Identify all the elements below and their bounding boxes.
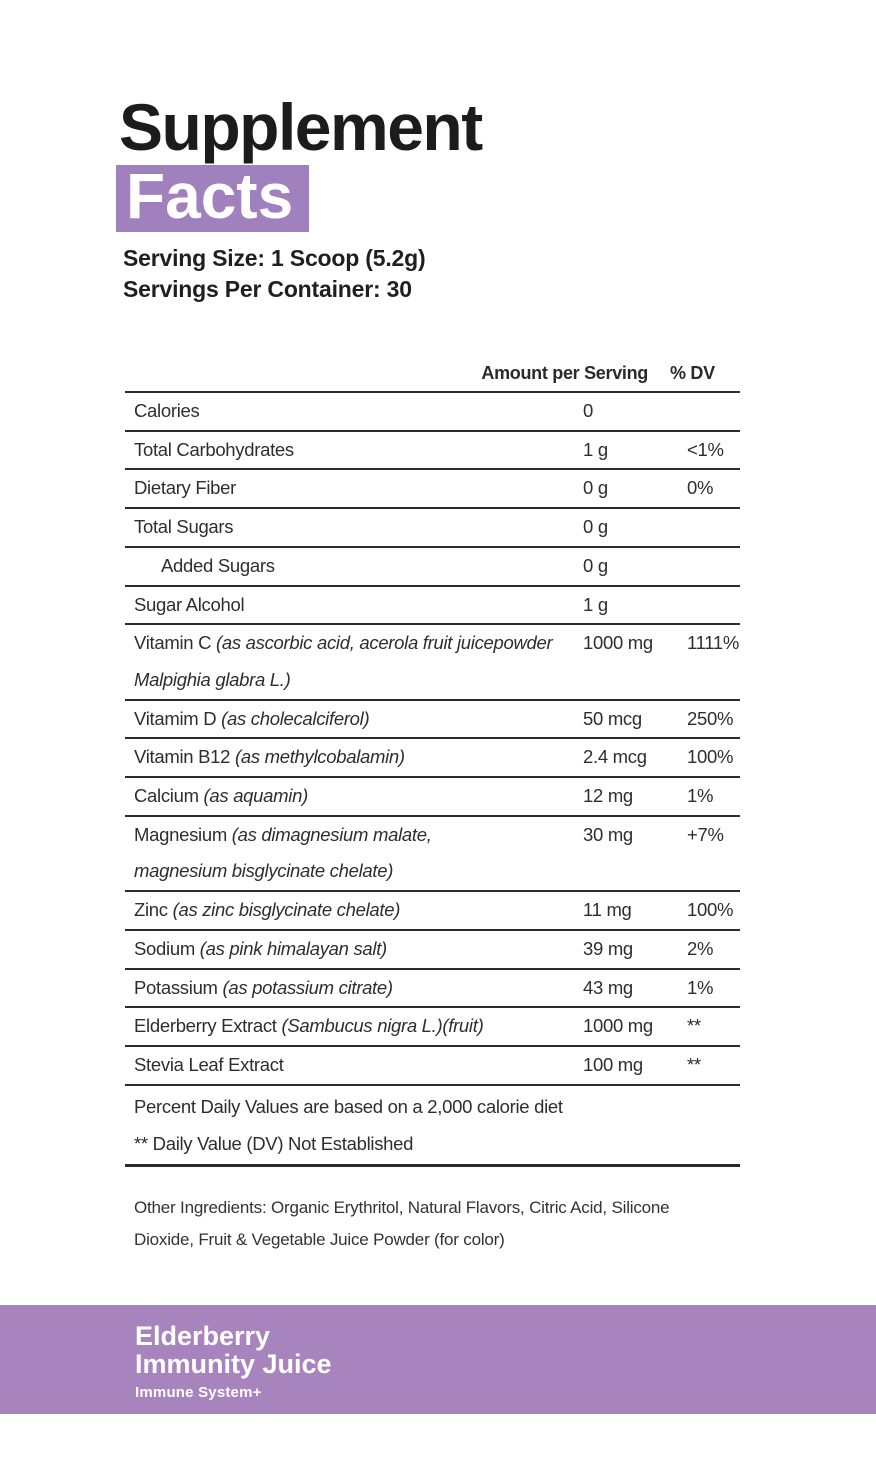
nutrient-row bbox=[125, 509, 740, 548]
nutrient-source-detail: (as pink himalayan salt) bbox=[194, 937, 387, 959]
amount-value: 11 mg bbox=[583, 899, 632, 921]
nutrient-row bbox=[125, 1047, 740, 1086]
other-ingredients bbox=[134, 1192, 669, 1256]
table-body bbox=[125, 393, 740, 1086]
nutrient-label-line1 bbox=[134, 587, 583, 624]
nutrient-label bbox=[125, 548, 583, 585]
nutrient-source-detail: (as dimagnesium malate, bbox=[226, 823, 432, 845]
dv-value bbox=[685, 587, 740, 624]
amount-value: 50 mcg bbox=[583, 707, 642, 729]
product-subtitle: Immune System+ bbox=[135, 1384, 262, 1401]
nutrient-name: Vitamin C bbox=[134, 632, 212, 654]
nutrient-name: Zinc bbox=[134, 899, 168, 921]
nutrient-row bbox=[125, 931, 740, 970]
nutrient-label-line1 bbox=[134, 393, 583, 430]
other-ingredients-line1: Other Ingredients: Organic Erythritol, Natural Flavors, Citric Acid, Silicone bbox=[134, 1198, 670, 1217]
nutrient-label-line1 bbox=[134, 1047, 583, 1084]
nutrient-label-line1 bbox=[134, 701, 583, 738]
amount-value: 0 bbox=[583, 400, 593, 421]
nutrient-row bbox=[125, 470, 740, 509]
nutrient-row bbox=[125, 739, 740, 778]
nutrient-label-line1 bbox=[134, 892, 583, 929]
nutrient-source-detail: (as potassium citrate) bbox=[217, 976, 393, 998]
nutrient-name: Sugar Alcohol bbox=[134, 593, 245, 615]
nutrient-label-line1 bbox=[134, 778, 583, 815]
nutrient-row bbox=[125, 587, 740, 626]
nutrient-label-line1 bbox=[134, 931, 583, 968]
amount-value: 39 mg bbox=[583, 937, 633, 959]
table-header-row bbox=[125, 356, 740, 393]
column-header-amount: Amount per Serving bbox=[481, 363, 648, 383]
nutrient-label bbox=[125, 701, 583, 738]
nutrient-label-line1 bbox=[134, 817, 583, 854]
nutrient-name: Potassium bbox=[134, 976, 218, 998]
nutrient-name: Sodium bbox=[134, 937, 195, 959]
dv-value: <1% bbox=[687, 438, 724, 460]
nutrient-row bbox=[125, 432, 740, 471]
dv-value bbox=[685, 509, 740, 546]
title-facts-highlight bbox=[116, 159, 309, 232]
amount-value: 1 g bbox=[583, 438, 608, 460]
nutrient-label-line1 bbox=[134, 509, 583, 546]
nutrient-source-detail: (as cholecalciferol) bbox=[216, 707, 370, 729]
amount-value: 100 mg bbox=[583, 1053, 643, 1075]
nutrient-label-line1 bbox=[134, 470, 583, 507]
nutrient-name: Calories bbox=[134, 400, 200, 421]
nutrient-row bbox=[125, 1008, 740, 1047]
nutrient-label bbox=[125, 1047, 583, 1084]
serving-info bbox=[123, 243, 425, 305]
nutrient-name: Total Sugars bbox=[134, 516, 234, 538]
page-title-supplement: Supplement bbox=[119, 90, 482, 164]
dv-value: +7% bbox=[687, 823, 724, 845]
dv-value bbox=[685, 548, 740, 585]
nutrient-label-line1 bbox=[134, 1008, 583, 1045]
nutrient-label bbox=[125, 931, 583, 968]
serving-size-text: Serving Size: 1 Scoop (5.2g) bbox=[123, 245, 426, 271]
nutrient-name: Calcium bbox=[134, 785, 199, 807]
servings-per-container-text: Servings Per Container: 30 bbox=[123, 276, 412, 302]
nutrient-label bbox=[125, 509, 583, 546]
nutrient-label-line1 bbox=[161, 548, 583, 585]
nutrient-label bbox=[125, 470, 583, 507]
nutrient-label bbox=[125, 393, 583, 430]
column-header-dv: % DV bbox=[670, 363, 715, 383]
dv-value: 250% bbox=[687, 707, 734, 729]
nutrient-label bbox=[125, 1008, 583, 1045]
nutrient-source-detail: (as aquamin) bbox=[198, 785, 308, 807]
amount-value: 1000 mg bbox=[583, 632, 653, 654]
nutrient-label bbox=[125, 817, 583, 890]
nutrient-label bbox=[125, 432, 583, 469]
nutrient-label-line1 bbox=[134, 970, 583, 1007]
product-banner bbox=[0, 1305, 876, 1414]
dv-value: 100% bbox=[687, 746, 734, 768]
nutrient-label-line1 bbox=[134, 739, 583, 776]
nutrient-source-detail: (Sambucus nigra L.)(fruit) bbox=[276, 1015, 484, 1037]
nutrient-name: Vitamim D bbox=[134, 707, 217, 729]
nutrient-name: Vitamin B12 bbox=[134, 746, 231, 768]
page-title-facts: Facts bbox=[126, 159, 294, 232]
dv-value: ** bbox=[687, 1053, 701, 1075]
nutrient-label bbox=[125, 587, 583, 624]
amount-value: 0 g bbox=[583, 516, 608, 538]
nutrient-label bbox=[125, 625, 583, 698]
nutrient-label bbox=[125, 892, 583, 929]
dv-value: 1% bbox=[687, 785, 714, 807]
nutrient-row bbox=[125, 701, 740, 740]
nutrient-name: Total Carbohydrates bbox=[134, 438, 294, 460]
nutrient-source-detail: (as ascorbic acid, acerola fruit juicepowder bbox=[211, 632, 553, 654]
dv-value: 100% bbox=[687, 899, 734, 921]
product-name-line1: Elderberry bbox=[135, 1321, 271, 1351]
nutrient-label-line1 bbox=[134, 432, 583, 469]
nutrient-label bbox=[125, 970, 583, 1007]
supplement-facts-table bbox=[125, 356, 740, 1167]
amount-value: 43 mg bbox=[583, 976, 633, 998]
footnote-not-established: ** Daily Value (DV) Not Established bbox=[134, 1132, 414, 1154]
footnote-dv-basis: Percent Daily Values are based on a 2,000 calorie diet bbox=[134, 1095, 563, 1117]
nutrient-row bbox=[125, 892, 740, 931]
amount-value: 1 g bbox=[583, 593, 608, 615]
amount-value: 2.4 mcg bbox=[583, 746, 647, 768]
nutrient-row bbox=[125, 778, 740, 817]
nutrient-row bbox=[125, 817, 740, 892]
nutrient-source-detail: (as zinc bisglycinate chelate) bbox=[167, 899, 401, 921]
nutrient-row bbox=[125, 393, 740, 432]
nutrient-row bbox=[125, 625, 740, 700]
amount-value: 12 mg bbox=[583, 785, 633, 807]
table-footnotes bbox=[125, 1086, 740, 1167]
dv-value: ** bbox=[687, 1015, 701, 1037]
nutrient-source-detail: (as methylcobalamin) bbox=[230, 746, 405, 768]
nutrient-name: Elderberry Extract bbox=[134, 1015, 277, 1037]
amount-value: 1000 mg bbox=[583, 1015, 653, 1037]
nutrient-source-detail-line2: magnesium bisglycinate chelate) bbox=[134, 860, 394, 882]
nutrient-label bbox=[125, 778, 583, 815]
nutrient-name: Magnesium bbox=[134, 823, 227, 845]
amount-value: 0 g bbox=[583, 554, 608, 576]
nutrient-name: Stevia Leaf Extract bbox=[134, 1053, 284, 1075]
nutrient-row bbox=[125, 548, 740, 587]
nutrient-name: Added Sugars bbox=[161, 554, 275, 576]
nutrient-source-detail-line2: Malpighia glabra L.) bbox=[134, 668, 291, 690]
amount-value: 30 mg bbox=[583, 823, 633, 845]
nutrient-label bbox=[125, 739, 583, 776]
amount-value: 0 g bbox=[583, 477, 608, 499]
nutrient-row bbox=[125, 970, 740, 1009]
dv-value: 2% bbox=[687, 937, 714, 959]
nutrient-name: Dietary Fiber bbox=[134, 477, 236, 499]
dv-value bbox=[685, 393, 740, 430]
nutrient-label-line1 bbox=[134, 625, 583, 662]
other-ingredients-line2: Dioxide, Fruit & Vegetable Juice Powder (for color) bbox=[134, 1230, 505, 1249]
product-name-line2: Immunity Juice bbox=[135, 1349, 332, 1379]
dv-value: 1% bbox=[687, 976, 714, 998]
dv-value: 1111% bbox=[687, 632, 739, 654]
dv-value: 0% bbox=[687, 477, 714, 499]
